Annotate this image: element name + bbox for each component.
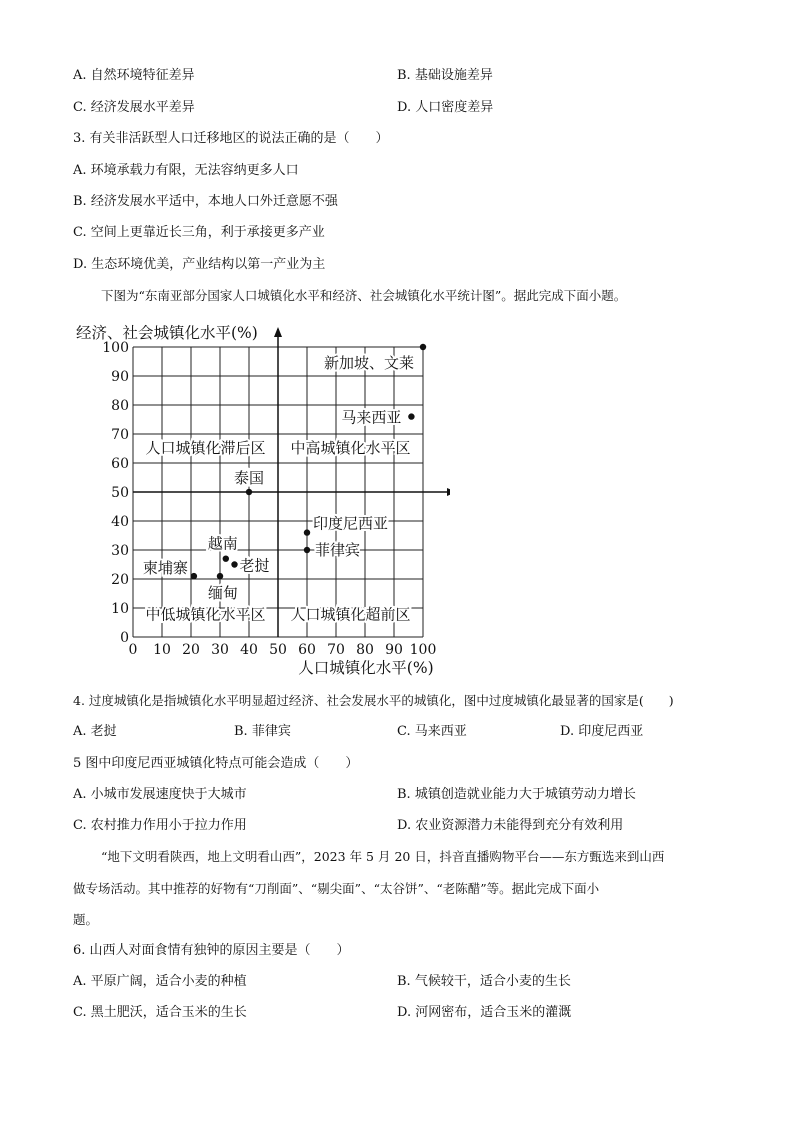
data-point-label: 柬埔寨 [142,559,188,578]
q6-option-c: C. 黑土肥沃，适合玉米的生长 [73,1005,247,1020]
q5-option-d: D. 农业资源潜力未能得到充分有效利用 [397,818,624,833]
data-point-label: 老挝 [239,556,270,575]
region-label: 人口城镇化滞后区 [145,438,266,457]
data-point [223,556,229,562]
y-axis-label: 经济、社会城镇化水平(%) [76,324,258,342]
shanxi-intro-line-3: 题。 [73,912,99,927]
q6-option-a: A. 平原广阔，适合小麦的种植 [73,974,247,989]
q4-option-c: C. 马来西亚 [397,724,467,739]
data-point-label: 菲律宾 [315,541,361,559]
shanxi-intro-line-1: “地下文明看陕西，地上文明看山西”，2023 年 5 月 20 日，抖音直播购物平台——东方甄选来到山西 [101,849,665,864]
y-tick-label: 10 [111,601,129,617]
data-point-label: 缅甸 [207,584,239,603]
y-tick-label: 0 [120,630,129,646]
x-tick-label: 70 [327,642,345,658]
data-point [304,529,310,535]
data-point [246,489,252,495]
q5-option-b: B. 城镇创造就业能力大于城镇劳动力增长 [397,787,636,802]
x-tick-label: 20 [182,642,200,658]
y-tick-label: 20 [111,572,129,588]
q2-option-c: C. 经济发展水平差异 [73,100,195,115]
y-tick-label: 90 [111,369,129,385]
q4-option-a: A. 老挝 [73,724,117,739]
x-tick-label: 80 [356,642,374,658]
q5-option-a: A. 小城市发展速度快于大城市 [73,787,247,802]
q2-option-d: D. 人口密度差异 [397,100,494,115]
x-tick-label: 30 [211,642,229,658]
chart-intro: 下图为“东南亚部分国家人口城镇化水平和经济、社会城镇化水平统计图”。据此完成下面小题。 [101,288,627,303]
shanxi-intro-line-2: 做专场活动。其中推荐的好物有“刀削面”、“剔尖面”、“太谷饼”、“老陈醋”等。据此完成下面小 [73,881,600,896]
y-tick-label: 30 [111,543,129,559]
y-tick-label: 60 [111,456,129,472]
y-tick-label: 40 [111,514,129,530]
q4-option-b: B. 菲律宾 [234,724,291,739]
q6-option-b: B. 气候较干，适合小麦的生长 [397,974,571,989]
q3-option-a: A. 环境承载力有限，无法容纳更多人口 [73,163,299,178]
x-tick-label: 0 [128,642,138,658]
y-tick-label: 80 [111,398,129,414]
q3-option-b: B. 经济发展水平适中，本地人口外迁意愿不强 [73,194,338,209]
data-point [231,561,237,567]
urbanization-scatter-chart [60,318,450,678]
region-label: 人口城镇化超前区 [290,605,411,624]
q6-option-d: D. 河网密布，适合玉米的灌溉 [397,1005,572,1020]
x-tick-label: 100 [409,642,437,658]
x-axis-label: 人口城镇化水平(%) [298,659,434,677]
data-point [304,547,310,553]
q4-stem: 4. 过度城镇化是指城镇化水平明显超过经济、社会发展水平的城镇化，图中过度城镇化最显著的国家是( ) [73,693,674,708]
region-label: 中高城镇化水平区 [290,438,411,457]
q3-stem: 3. 有关非活跃型人口迁移地区的说法正确的是（ ） [73,131,389,146]
q2-option-a: A. 自然环境特征差异 [73,68,195,83]
y-tick-label: 70 [111,427,129,443]
q5-option-c: C. 农村推力作用小于拉力作用 [73,818,247,833]
data-point-label: 越南 [207,534,238,553]
data-point [217,573,223,579]
data-point-label: 马来西亚 [341,408,402,427]
data-point-label: 印度尼西亚 [313,514,389,533]
q3-option-c: C. 空间上更靠近长三角，利于承接更多产业 [73,225,325,240]
q2-option-b: B. 基础设施差异 [397,68,493,83]
q6-stem: 6. 山西人对面食情有独钟的原因主要是（ ） [73,943,350,958]
data-point [408,413,414,419]
data-point [191,573,197,579]
y-tick-label: 50 [111,485,129,501]
data-point [420,344,426,350]
data-point-label: 泰国 [233,469,265,487]
y-axis-arrow [274,327,282,337]
x-tick-label: 10 [153,642,171,658]
region-label: 中低城镇化水平区 [145,605,266,624]
q5-stem: 5 图中印度尼西亚城镇化特点可能会造成（ ） [73,756,359,771]
x-tick-label: 50 [269,642,287,658]
x-tick-label: 60 [298,642,316,658]
q3-option-d: D. 生态环境优美，产业结构以第一产业为主 [73,257,326,272]
x-tick-label: 40 [240,642,258,658]
x-tick-label: 90 [385,642,403,658]
q4-option-d: D. 印度尼西亚 [560,724,644,739]
x-axis-arrow [447,488,450,496]
y-tick-label: 100 [102,340,129,356]
data-point-label: 新加坡、文莱 [323,354,415,372]
